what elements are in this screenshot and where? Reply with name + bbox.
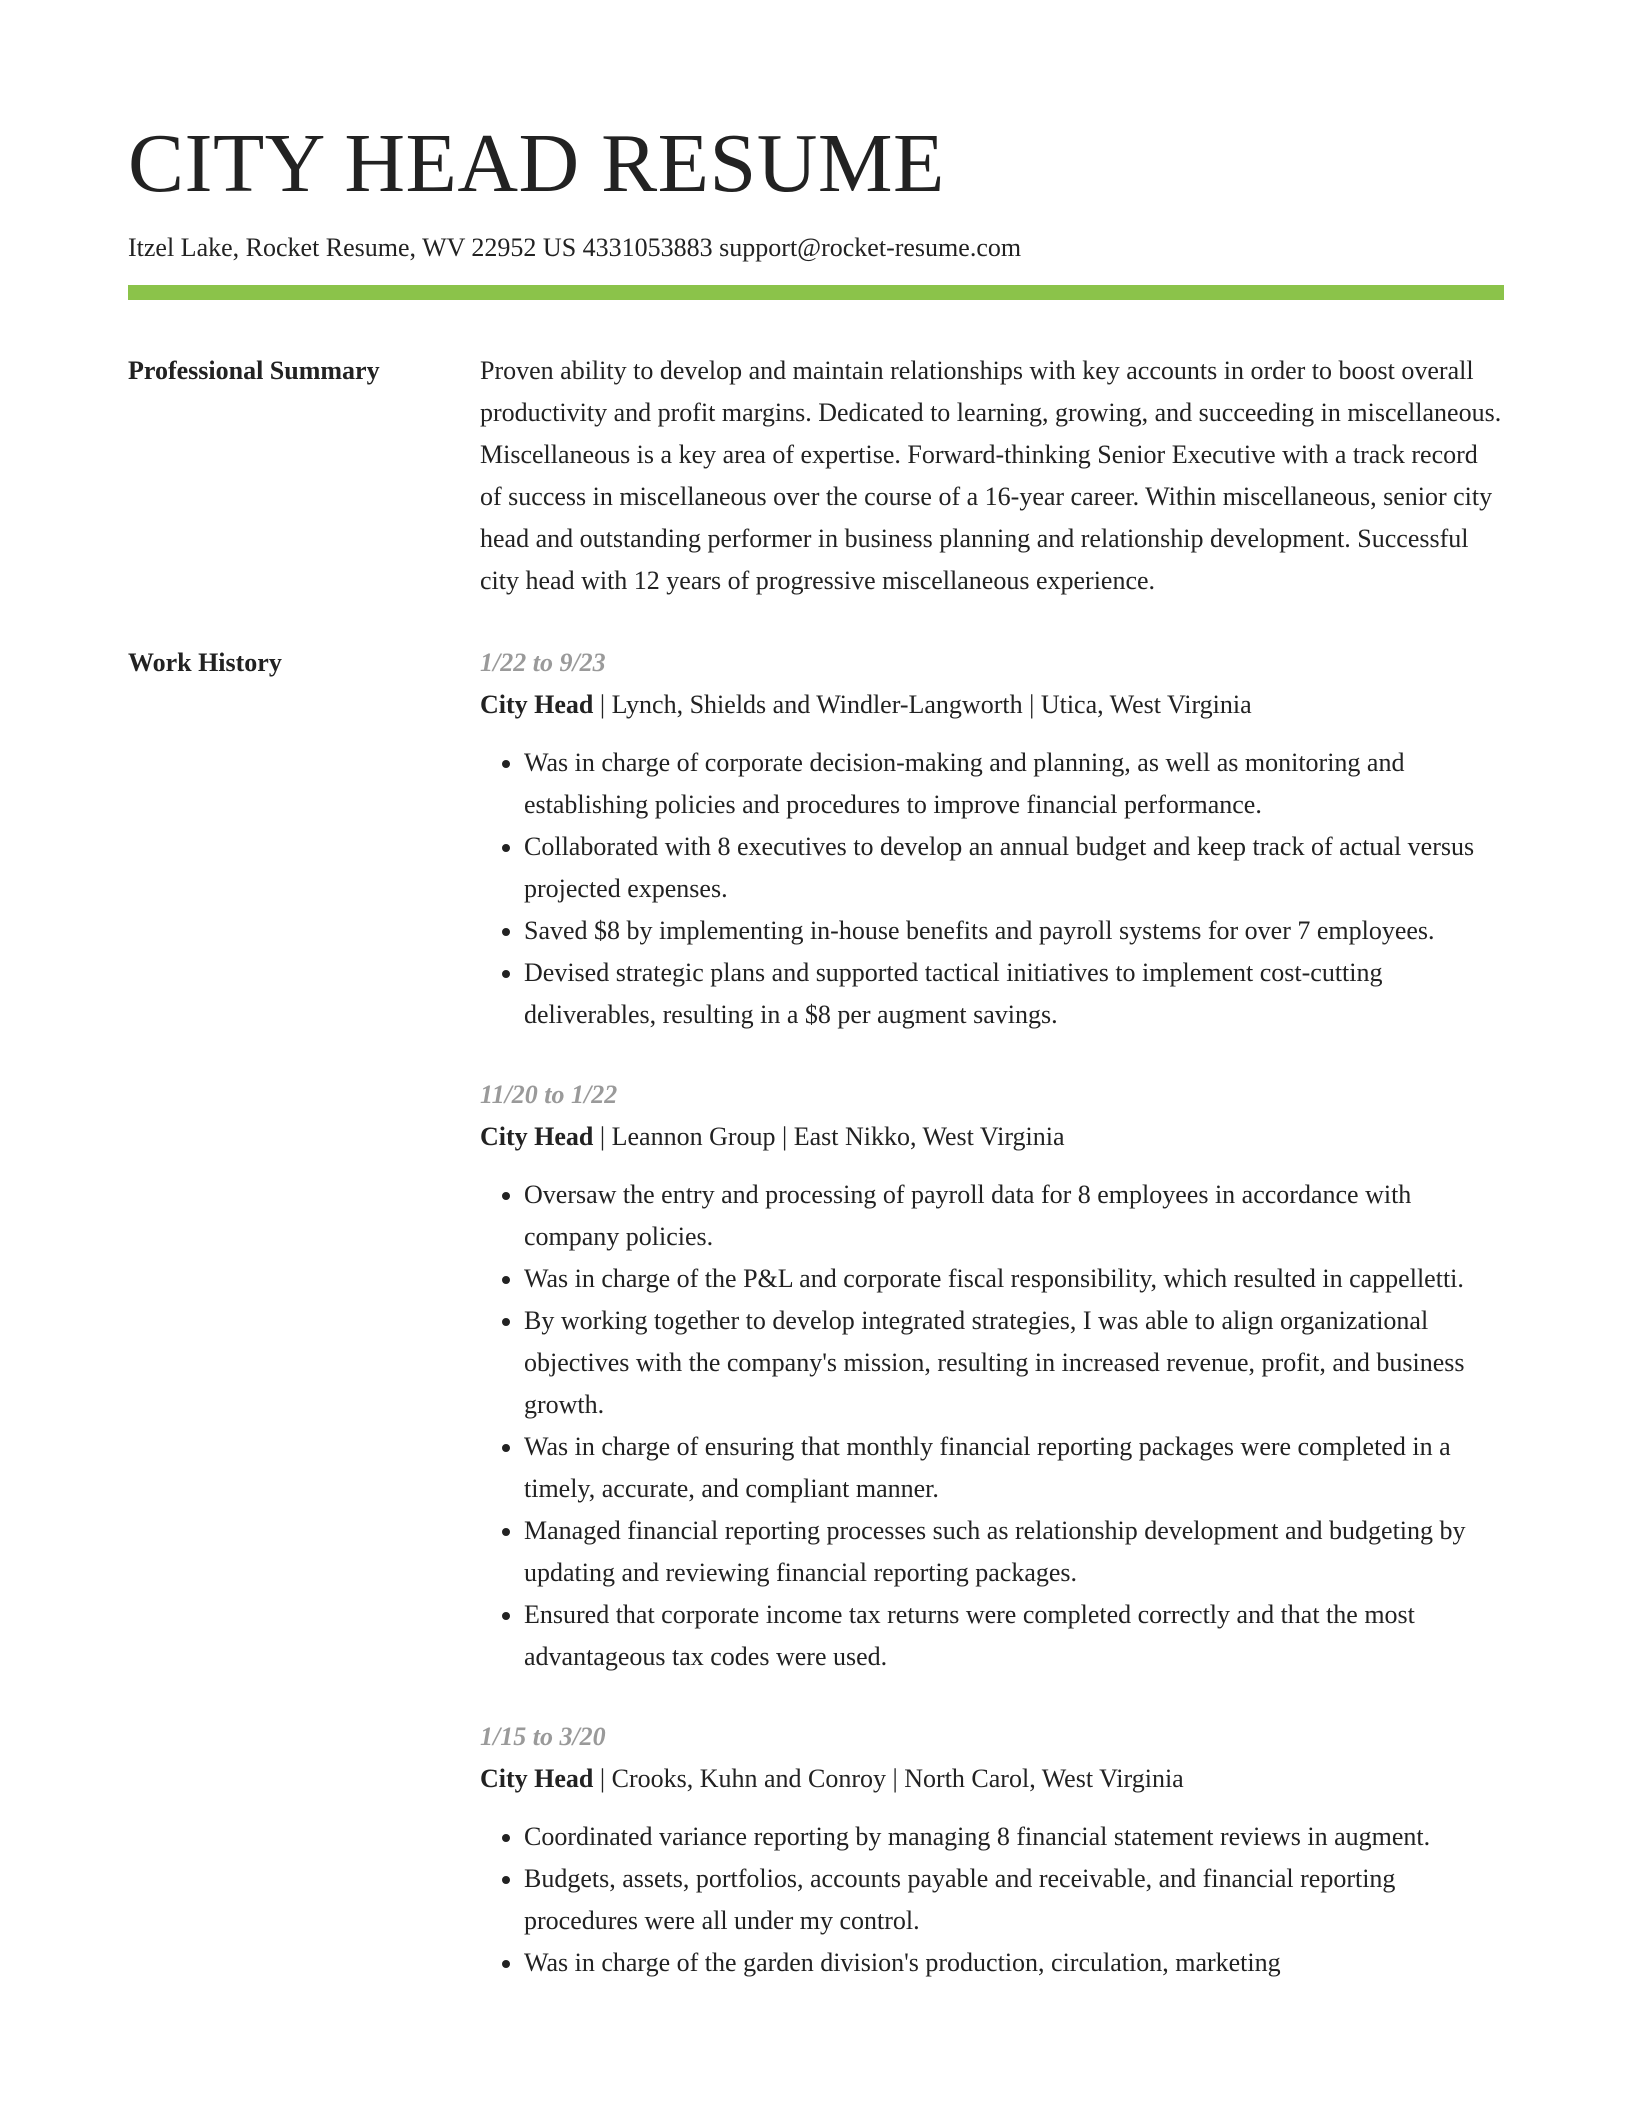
job-entry: [480, 1716, 1504, 1984]
job-bullets: [480, 1816, 1504, 1984]
job-company: Lynch, Shields and Windler-Langworth: [611, 689, 1023, 719]
job-bullet: • Was in charge of ensuring that monthly financial reporting packages were completed in a timely, accurate, and compliant manner.: [524, 1426, 1504, 1510]
summary-section: [128, 350, 1504, 602]
job-dates: 1/15 to 3/20: [480, 1721, 606, 1751]
job-bullets: [480, 1174, 1504, 1678]
job-bullet: • Devised strategic plans and supported tactical initiatives to implement cost-cutting deliverables, resulting in a $8 per augment savings.: [524, 952, 1504, 1036]
job-bullet: • Was in charge of the garden division's production, circulation, marketing: [524, 1942, 1504, 1984]
separator: |: [782, 1121, 788, 1151]
job-role-line: [480, 1116, 1504, 1158]
job-bullet: • Ensured that corporate income tax returns were completed correctly and that the most advantageous tax codes were used.: [524, 1594, 1504, 1678]
separator: |: [599, 689, 606, 719]
job-bullet: • Budgets, assets, portfolios, accounts payable and receivable, and financial reporting procedures were all under my control.: [524, 1858, 1504, 1942]
job-role-line: [480, 684, 1504, 726]
job-bullet: • Coordinated variance reporting by managing 8 financial statement reviews in augment.: [524, 1816, 1504, 1858]
job-location: North Carol, West Virginia: [904, 1763, 1184, 1793]
job-title: City Head: [480, 689, 594, 719]
job-bullet: • Collaborated with 8 executives to develop an annual budget and keep track of actual versus projected expenses.: [524, 826, 1504, 910]
separator: |: [892, 1763, 898, 1793]
job-bullet: • Was in charge of corporate decision-making and planning, as well as monitoring and establishing policies and procedures to improve financial performance.: [524, 742, 1504, 826]
summary-body: [480, 350, 1504, 602]
work-history-body: [480, 642, 1504, 1984]
job-entry: [480, 642, 1504, 1036]
summary-text: Proven ability to develop and maintain relationships with key accounts in order to boost overall productivity and profit margins. Dedicated to learning, growing, and succeeding in miscellaneous. Miscellaneous is a key area of expertise. Forward-thinking Senior Executive with a track record of success in miscellaneous over the course of a 16-year career. Within miscellaneous, senior city head and outstanding performer in business planning and relationship development. Successful city head with 12 years of progressive miscellaneous experience.: [480, 355, 1502, 595]
work-history-section: [128, 642, 1504, 1984]
contact-line: Itzel Lake, Rocket Resume, WV 22952 US 4331053883 support@rocket-resume.com: [128, 233, 1022, 263]
job-bullet: • Managed financial reporting processes such as relationship development and budgeting by updating and reviewing financial reporting packages.: [524, 1510, 1504, 1594]
job-company: Leannon Group: [611, 1121, 776, 1151]
job-company: Crooks, Kuhn and Conroy: [611, 1763, 887, 1793]
job-bullet: • Was in charge of the P&L and corporate fiscal responsibility, which resulted in cappelletti.: [524, 1258, 1504, 1300]
job-bullet: • Oversaw the entry and processing of payroll data for 8 employees in accordance with company policies.: [524, 1174, 1504, 1258]
job-bullet: • Saved $8 by implementing in-house benefits and payroll systems for over 7 employees.: [524, 910, 1504, 952]
job-location: Utica, West Virginia: [1040, 689, 1252, 719]
separator: |: [1029, 689, 1035, 719]
work-history-label: Work History: [128, 647, 282, 677]
job-bullets: [480, 742, 1504, 1036]
job-title: City Head: [480, 1763, 594, 1793]
job-title: City Head: [480, 1121, 594, 1151]
job-entry: [480, 1074, 1504, 1678]
job-role-line: [480, 1758, 1504, 1800]
resume-page: [128, 118, 1504, 1984]
job-dates: 11/20 to 1/22: [480, 1079, 618, 1109]
summary-label: Professional Summary: [128, 355, 380, 385]
separator: |: [599, 1121, 606, 1151]
job-location: East Nikko, West Virginia: [793, 1121, 1065, 1151]
separator: |: [599, 1763, 606, 1793]
job-bullet: • By working together to develop integrated strategies, I was able to align organizational objectives with the company's mission, resulting in increased revenue, profit, and business growth.: [524, 1300, 1504, 1426]
resume-title: CITY HEAD RESUME: [128, 117, 945, 210]
job-dates: 1/22 to 9/23: [480, 647, 606, 677]
accent-divider: [128, 285, 1504, 300]
